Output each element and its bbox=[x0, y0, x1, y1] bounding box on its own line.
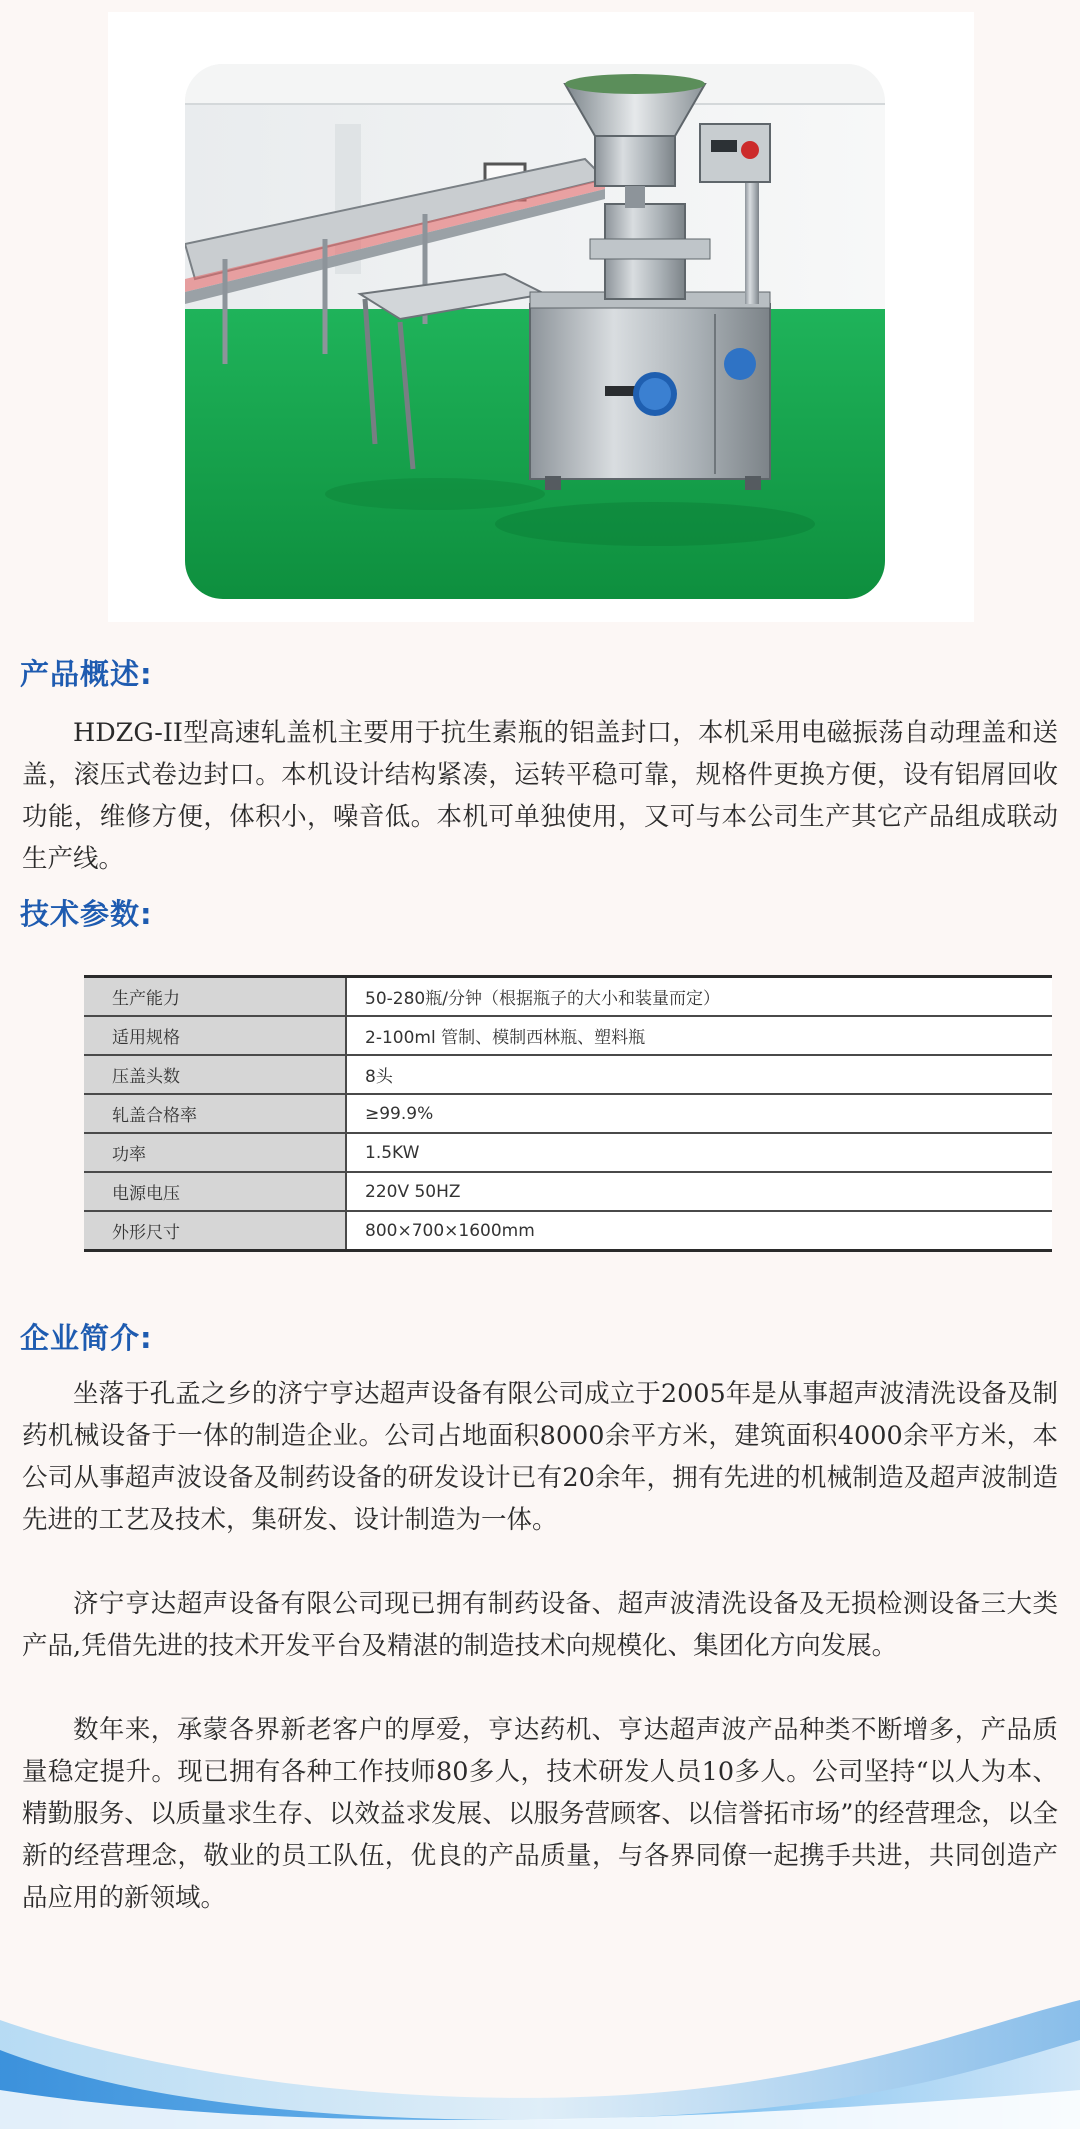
spec-value: 220V 50HZ bbox=[346, 1172, 1052, 1211]
spec-value: ≥99.9% bbox=[346, 1094, 1052, 1133]
company-paragraph-2: 济宁亨达超声设备有限公司现已拥有制药设备、超声波清洗设备及无损检测设备三大类产品,凭借先进的技术开发平台及精湛的制造技术向规模化、集团化方向发展。 bbox=[22, 1589, 1058, 1661]
spec-table bbox=[84, 975, 1052, 1252]
params-heading: 技术参数: bbox=[20, 897, 153, 931]
spec-value: 8头 bbox=[346, 1055, 1052, 1094]
spec-value: 50-280瓶/分钟（根据瓶子的大小和装量而定） bbox=[346, 977, 1052, 1017]
spec-label: 功率 bbox=[84, 1133, 346, 1172]
spec-row bbox=[84, 1094, 1052, 1133]
spec-row bbox=[84, 1172, 1052, 1211]
company-paragraph-1: 坐落于孔孟之乡的济宁亨达超声设备有限公司成立于2005年是从事超声波清洗设备及制药机械设备于一体的制造企业。公司占地面积8000余平方米，建筑面积4000余平方米，本公司从事超声波设备及制药设备的研发设计已有20余年，拥有先进的机械制造及超声波制造先进的工艺及技术，集研发、设计制造为一体。 bbox=[22, 1379, 1058, 1535]
product-photo bbox=[185, 64, 885, 599]
spec-label: 轧盖合格率 bbox=[84, 1094, 346, 1133]
capping-machine-illustration bbox=[185, 64, 885, 599]
company-heading: 企业简介: bbox=[20, 1321, 153, 1355]
overview-heading: 产品概述: bbox=[20, 657, 153, 691]
spec-label: 生产能力 bbox=[84, 977, 346, 1017]
spec-label: 适用规格 bbox=[84, 1016, 346, 1055]
spec-label: 压盖头数 bbox=[84, 1055, 346, 1094]
spec-row bbox=[84, 977, 1052, 1017]
spec-row bbox=[84, 1055, 1052, 1094]
overview-paragraph: HDZG-II型高速轧盖机主要用于抗生素瓶的铝盖封口，本机采用电磁振荡自动理盖和送盖，滚压式卷边封口。本机设计结构紧凑，运转平稳可靠，规格件更换方便，设有铝屑回收功能，维修方便，体积小，噪音低。本机可单独使用，又可与本公司生产其它产品组成联动生产线。 bbox=[22, 718, 1058, 874]
spec-value: 1.5KW bbox=[346, 1133, 1052, 1172]
spec-label: 电源电压 bbox=[84, 1172, 346, 1211]
wave-decoration bbox=[0, 1980, 1080, 2129]
spec-row bbox=[84, 1211, 1052, 1251]
spec-row bbox=[84, 1133, 1052, 1172]
spec-value: 800×700×1600mm bbox=[346, 1211, 1052, 1251]
spec-row bbox=[84, 1016, 1052, 1055]
spec-value: 2-100ml 管制、模制西林瓶、塑料瓶 bbox=[346, 1016, 1052, 1055]
spec-label: 外形尺寸 bbox=[84, 1211, 346, 1251]
company-paragraph-3: 数年来，承蒙各界新老客户的厚爱，亨达药机、亨达超声波产品种类不断增多，产品质量稳定提升。现已拥有各种工作技师80多人，技术研发人员10多人。公司坚持“以人为本、精勤服务、以质量求生存、以效益求发展、以服务营顾客、以信誉拓市场”的经营理念，以全新的经营理念，敬业的员工队伍，优良的产品质量，与各界同僚一起携手共进，共同创造产品应用的新领域。 bbox=[22, 1715, 1058, 1913]
product-photo-card bbox=[108, 12, 974, 622]
